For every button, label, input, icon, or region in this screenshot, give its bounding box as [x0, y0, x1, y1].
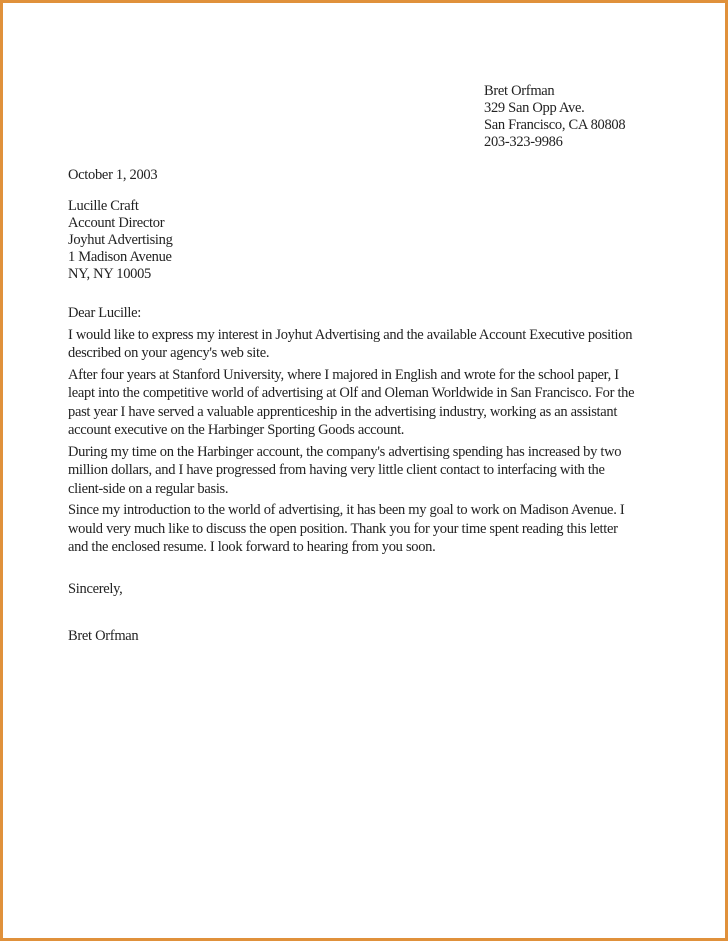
paragraph-line: account executive on the Harbinger Sporting Goods account. — [68, 422, 405, 438]
letter-date: October 1, 2003 — [68, 167, 158, 183]
paragraph-line: million dollars, and I have progressed from having very little client contact to interfacing with the — [68, 462, 605, 478]
sender-street: 329 San Opp Ave. — [484, 100, 585, 116]
sender-address-block — [484, 83, 725, 151]
body-paragraph-4 — [68, 501, 725, 557]
signature-name: Bret Orfman — [68, 628, 139, 644]
paragraph-line: would very much like to discuss the open position. Thank you for your time spent reading this letter — [68, 520, 618, 537]
paragraph-line: described on your agency's web site. — [68, 345, 270, 361]
sender-city-state-zip: San Francisco, CA 80808 — [484, 117, 626, 133]
recipient-company: Joyhut Advertising — [68, 232, 173, 248]
paragraph-line: past year I have served a valuable apprenticeship in the advertising industry, working as an assistant — [68, 403, 618, 420]
recipient-city-state-zip: NY, NY 10005 — [68, 266, 152, 282]
paragraph-line: After four years at Stanford University, where I majored in English and wrote for the school paper, I — [68, 366, 619, 383]
paragraph-line: and the enclosed resume. I look forward to hearing from you soon. — [68, 539, 436, 555]
sender-phone: 203-323-9986 — [484, 134, 563, 150]
closing: Sincerely, — [68, 580, 123, 597]
sender-name: Bret Orfman — [484, 83, 555, 99]
body-paragraph-2 — [68, 366, 725, 440]
body-paragraph-3 — [68, 443, 725, 499]
recipient-address-block — [68, 198, 725, 283]
paragraph-line: I would like to express my interest in Joyhut Advertising and the available Account Executive position — [68, 326, 633, 343]
paragraph-line: During my time on the Harbinger account, the company's advertising spending has increased by two — [68, 443, 622, 460]
paragraph-line: Since my introduction to the world of advertising, it has been my goal to work on Madison Avenue. I — [68, 502, 625, 518]
recipient-street: 1 Madison Avenue — [68, 249, 172, 265]
letter-content — [3, 83, 725, 646]
body-paragraph-1 — [68, 326, 725, 363]
paragraph-line: leapt into the competitive world of advertising at Olf and Oleman Worldwide in San Francisco. For the — [68, 385, 635, 401]
salutation: Dear Lucille: — [68, 305, 141, 321]
recipient-name: Lucille Craft — [68, 198, 139, 214]
recipient-title: Account Director — [68, 215, 165, 231]
paragraph-line: client-side on a regular basis. — [68, 480, 229, 497]
